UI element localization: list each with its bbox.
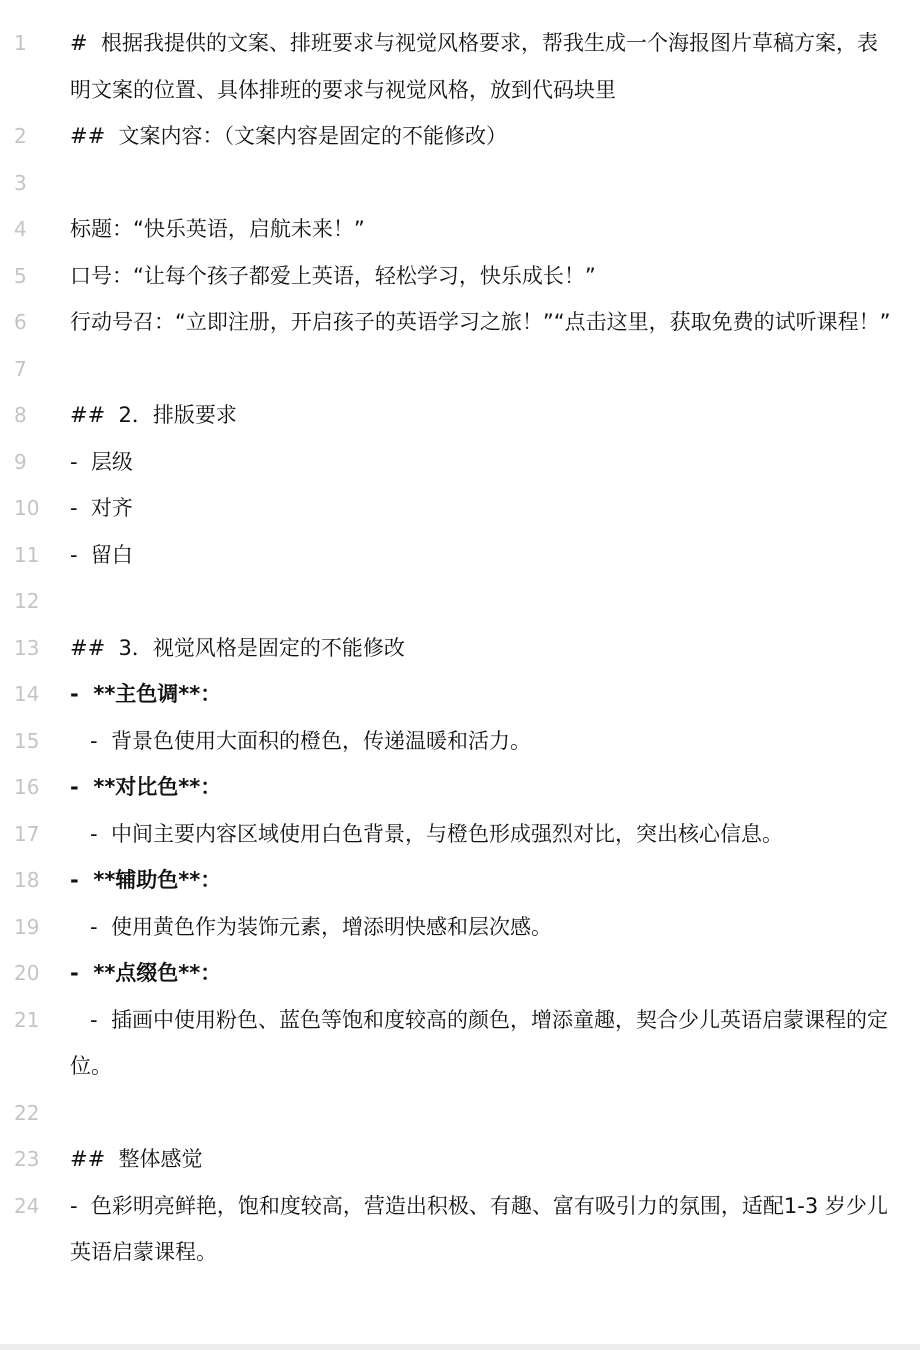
code-line	[0, 904, 920, 951]
code-line	[0, 532, 920, 579]
code-line	[0, 485, 920, 532]
line-text: ## 3．视觉风格是固定的不能修改	[70, 635, 405, 660]
code-line	[0, 857, 920, 904]
line-text: - 层级	[70, 449, 133, 474]
line-number: 10	[14, 496, 40, 520]
line-number: 5	[14, 263, 27, 288]
line-text: - 中间主要内容区域使用白色背景，与橙色形成强烈对比，突出核心信息。	[70, 821, 783, 846]
line-text: 标题：“快乐英语，启航未来！”	[70, 217, 365, 241]
code-line	[0, 718, 920, 765]
line-number: 9	[14, 449, 27, 474]
line-number: 16	[14, 775, 40, 799]
code-line	[0, 392, 920, 439]
code-line	[0, 253, 920, 300]
line-number: 7	[14, 356, 27, 381]
line-text: 行动号召：“立即注册，开启孩子的英语学习之旅！”“点击这里，获取免费的试听课程！”	[70, 310, 891, 334]
line-text: - **辅助色**：	[70, 868, 222, 892]
line-number: 13	[14, 635, 40, 660]
line-number: 12	[14, 589, 40, 613]
line-text: - 对齐	[70, 496, 133, 520]
line-number: 23	[14, 1147, 40, 1171]
line-number: 18	[14, 868, 40, 892]
line-number: 8	[14, 403, 27, 427]
line-text: ## 2．排版要求	[70, 403, 237, 427]
code-line	[0, 346, 920, 393]
bottom-divider	[0, 1344, 920, 1350]
line-number: 24	[14, 1193, 40, 1218]
line-text: - **点缀色**：	[70, 961, 222, 985]
line-number: 4	[14, 217, 27, 241]
code-line	[0, 113, 920, 160]
line-text: 口号：“让每个孩子都爱上英语，轻松学习，快乐成长！”	[70, 263, 596, 288]
line-number: 19	[14, 914, 40, 939]
line-text: - 留白	[70, 542, 133, 567]
code-line	[0, 160, 920, 207]
code-line	[0, 764, 920, 811]
line-text: - 色彩明亮鲜艳，饱和度较高，营造出积极、有趣、富有吸引力的氛围，适配1-3 岁少儿英语启蒙课程。	[70, 1193, 888, 1264]
code-line	[0, 206, 920, 253]
line-text: - **主色调**：	[70, 682, 222, 706]
code-line	[0, 1136, 920, 1183]
code-line	[0, 1183, 920, 1276]
line-number: 3	[14, 170, 27, 195]
code-line	[0, 20, 920, 113]
code-line	[0, 997, 920, 1090]
line-number: 15	[14, 728, 40, 753]
line-text: - 使用黄色作为装饰元素，增添明快感和层次感。	[70, 914, 552, 939]
line-number: 21	[14, 1007, 40, 1032]
line-number: 22	[14, 1100, 40, 1125]
line-number: 2	[14, 124, 27, 148]
code-line	[0, 578, 920, 625]
line-text: - 插画中使用粉色、蓝色等饱和度较高的颜色，增添童趣，契合少儿英语启蒙课程的定位。	[70, 1007, 888, 1078]
code-line	[0, 811, 920, 858]
line-number: 11	[14, 542, 40, 567]
line-text: # 根据我提供的文案、排班要求与视觉风格要求，帮我生成一个海报图片草稿方案，表明文案的位置、具体排班的要求与视觉风格，放到代码块里	[70, 31, 878, 102]
line-number: 1	[14, 31, 27, 55]
code-line	[0, 950, 920, 997]
code-line	[0, 299, 920, 346]
line-text: ## 整体感觉	[70, 1147, 203, 1171]
line-text: - **对比色**：	[70, 775, 222, 799]
code-line	[0, 671, 920, 718]
code-line	[0, 439, 920, 486]
line-number: 20	[14, 961, 40, 985]
line-number: 14	[14, 682, 40, 706]
code-line	[0, 1090, 920, 1137]
line-text: - 背景色使用大面积的橙色，传递温暖和活力。	[70, 728, 531, 753]
code-line	[0, 625, 920, 672]
line-text: ## 文案内容：（文案内容是固定的不能修改）	[70, 124, 508, 148]
line-number: 6	[14, 310, 27, 334]
line-number: 17	[14, 821, 40, 846]
